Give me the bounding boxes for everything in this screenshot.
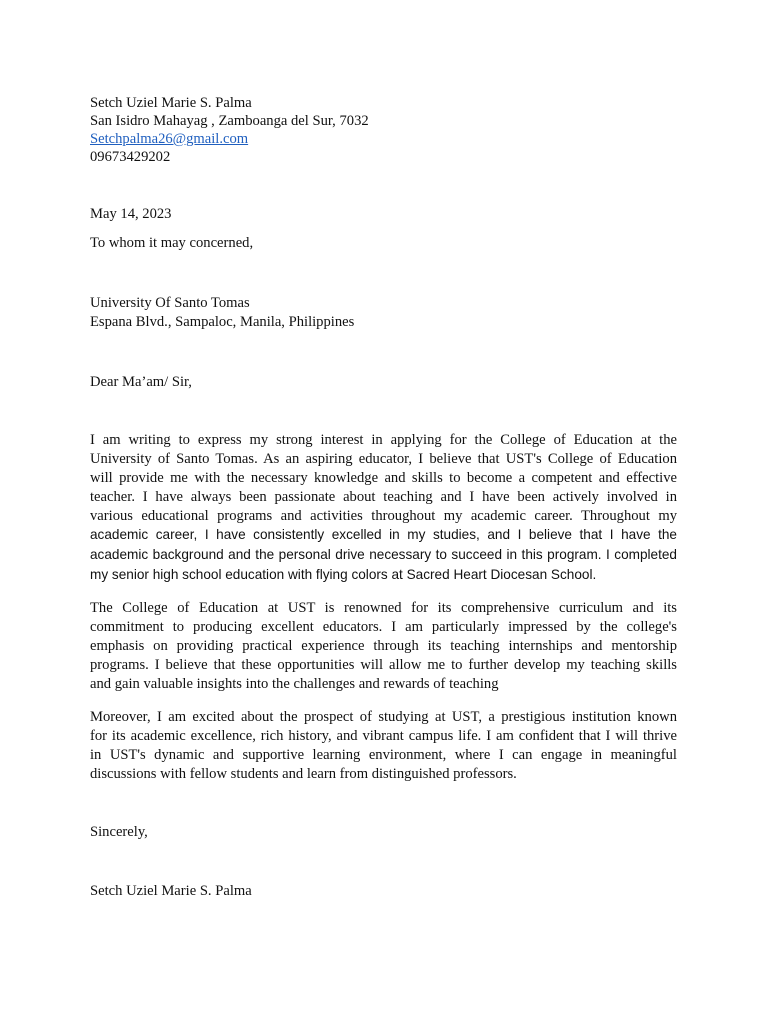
- paragraph-3-line: discussions with fellow students and learn from distinguished professors.: [90, 766, 517, 782]
- paragraph-2: [90, 599, 677, 693]
- paragraph-1-line: University of Santo Tomas. As an aspiring educator, I believe that UST's College of Education: [90, 451, 677, 467]
- sender-phone: 09673429202: [90, 149, 171, 165]
- paragraph-1-line: academic career, I have consistently excelled in my studies, and I believe that I have the: [90, 527, 677, 542]
- sender-email-link[interactable]: Setchpalma26@gmail.com: [90, 131, 249, 147]
- paragraph-2-line: emphasis on providing practical experience through its teaching internships and mentorship: [90, 638, 677, 654]
- paragraph-1-line: my senior high school education with flying colors at Sacred Heart Diocesan School.: [90, 567, 597, 582]
- sender-address: San Isidro Mahayag , Zamboanga del Sur, 7032: [90, 113, 369, 129]
- recipient-institution: University Of Santo Tomas: [90, 295, 250, 311]
- paragraph-3: [90, 708, 677, 783]
- paragraph-1-line: academic background and the personal drive necessary to succeed in this program. I completed: [90, 547, 677, 562]
- paragraph-3-line: for its academic excellence, rich history, and vibrant campus life. I am confident that I will thrive: [90, 728, 677, 744]
- paragraph-3-line: Moreover, I am excited about the prospect of studying at UST, a prestigious institution known: [90, 709, 677, 725]
- salutation: Dear Ma’am/ Sir,: [90, 374, 192, 390]
- signature-name: Setch Uziel Marie S. Palma: [90, 883, 252, 899]
- paragraph-1-line: will provide me with the necessary knowledge and skills to become a competent and effective: [90, 470, 677, 486]
- paragraph-1-line: various educational programs and activities throughout my academic career. Throughout my: [90, 508, 677, 524]
- letter-opening: To whom it may concerned,: [90, 235, 254, 251]
- paragraph-2-line: programs. I believe that these opportunities will allow me to further develop my teaching skills: [90, 657, 677, 673]
- paragraph-1-line: I am writing to express my strong interest in applying for the College of Education at the: [90, 432, 677, 448]
- paragraph-2-line: commitment to producing excellent educators. I am particularly impressed by the college's: [90, 619, 677, 635]
- paragraph-1: [90, 431, 677, 585]
- sender-name: Setch Uziel Marie S. Palma: [90, 95, 252, 111]
- paragraph-2-line: The College of Education at UST is renowned for its comprehensive curriculum and its: [90, 600, 677, 616]
- closing: Sincerely,: [90, 824, 148, 840]
- letter-date: May 14, 2023: [90, 206, 172, 222]
- paragraph-3-line: in UST's dynamic and supportive learning environment, where I can engage in meaningful: [90, 747, 677, 763]
- recipient-address: Espana Blvd., Sampaloc, Manila, Philippines: [90, 314, 355, 330]
- paragraph-1-line: teacher. I have always been passionate about teaching and I have been actively involved in: [90, 489, 677, 505]
- paragraph-2-line: and gain valuable insights into the challenges and rewards of teaching: [90, 676, 499, 692]
